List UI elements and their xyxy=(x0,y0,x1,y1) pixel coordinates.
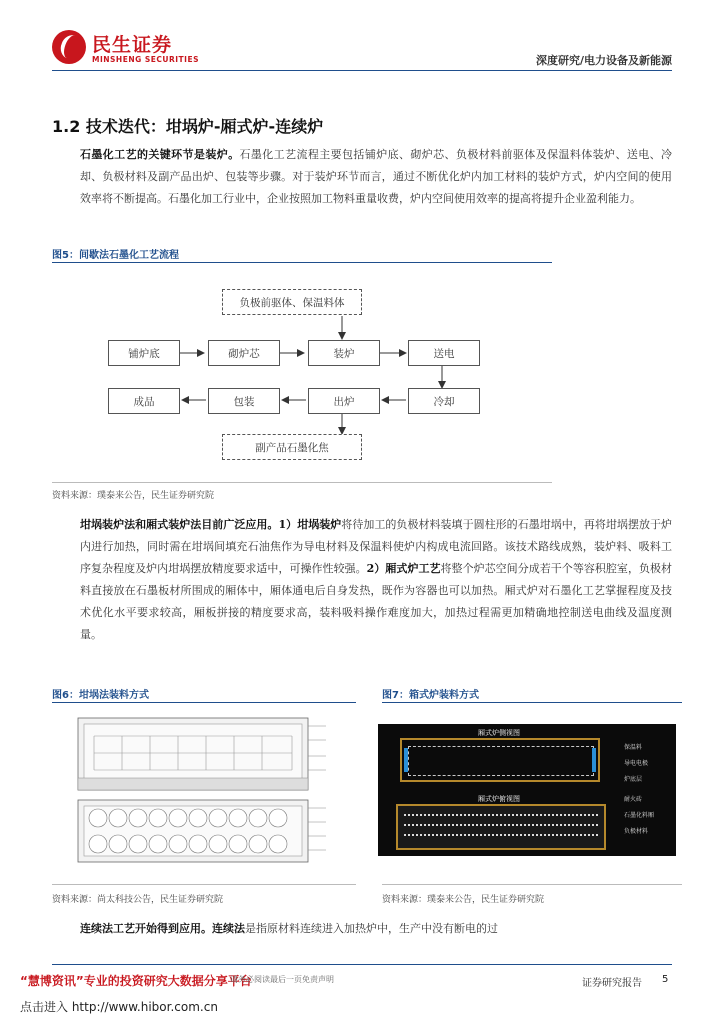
top-view-row xyxy=(404,814,598,817)
flow-box-byproduct: 副产品石墨化焦 xyxy=(222,434,362,460)
flow-box-cheng-pin: 成品 xyxy=(108,388,180,414)
flow-box-bao-zhuang: 包装 xyxy=(208,388,280,414)
paragraph-body: 是指原材料连续进入加热炉中，生产中没有断电的过 xyxy=(245,922,498,935)
box-furnace-diagram xyxy=(378,724,676,856)
header-divider xyxy=(52,70,672,71)
legend-item: 耐火砖 xyxy=(624,796,643,803)
legend-item: 负极材料 xyxy=(624,828,649,835)
footer-watermark-text: “慧博资讯”专业的投资研究大数据分享平台 xyxy=(20,974,252,988)
side-view-label: 厢式炉侧视图 xyxy=(478,729,520,737)
logo-english-text: MINSHENG SECURITIES xyxy=(92,55,199,64)
point-number: 2） xyxy=(366,562,386,575)
crucible-furnace-image xyxy=(56,712,352,870)
figure7-title: 图7：箱式炉装料方式 xyxy=(382,690,479,701)
figure5-source-line xyxy=(52,482,552,483)
paragraph-lead: 石墨化工艺的关键环节是装炉。 xyxy=(80,148,240,161)
footer-link[interactable]: 点击进入 http://www.hibor.com.cn xyxy=(20,1000,218,1014)
point-heading: 坩埚装炉 xyxy=(297,518,342,531)
figure6-title: 图6：坩埚法装料方式 xyxy=(52,690,149,701)
legend-bottom xyxy=(624,792,654,840)
paragraph-lead: 连续法工艺开始得到应用。 xyxy=(80,922,212,935)
page-number: 5 xyxy=(662,974,669,985)
flow-box-pu-lu-di: 铺炉底 xyxy=(108,340,180,366)
footer-disclaimer: 请务必阅读最后一页免责声明 xyxy=(230,975,334,984)
flow-box-zhuang-lu: 装炉 xyxy=(308,340,380,366)
legend-item: 导电电极 xyxy=(624,760,649,767)
term-heading: 连续法 xyxy=(212,922,245,935)
figure6-source-line xyxy=(52,884,356,885)
figure5-source: 资料来源：璞泰来公告，民生证券研究院 xyxy=(52,491,215,501)
electrode-left xyxy=(404,748,408,772)
top-view-shape xyxy=(396,804,606,850)
legend-top xyxy=(624,740,648,788)
figure5-title: 图5：间歇法石墨化工艺流程 xyxy=(52,250,179,261)
section-title: 1.2 技术迭代：坩埚炉-厢式炉-连续炉 xyxy=(52,117,324,136)
paragraph-graphitization-process xyxy=(80,144,672,210)
legend-item: 石墨化料厢 xyxy=(624,812,655,819)
point-number: 1） xyxy=(278,518,298,531)
minsheng-logo-icon xyxy=(52,30,86,64)
figure7-source: 资料来源：璞泰来公告，民生证券研究院 xyxy=(382,895,545,905)
point-text: 将整个炉芯空间分成若干个等容积腔室，负极材料直接放在石墨板材所围成的厢体中，厢体通电后自身发热，既作为容器也可以加热。厢式炉对石墨化工艺掌握程度及技术优化水平要求较高，厢板拼接的精度要求高，装料吸料操作难度加大，加热过程需更加精确地控制送电曲线及温度测量。 xyxy=(80,562,673,641)
flow-box-qi-lu-xin: 砌炉芯 xyxy=(208,340,280,366)
point-text: 将待加工的负极材料装填于圆柱形的石墨坩埚中，再将坩埚摆放于炉内进行加热，同时需在坩埚间填充石油焦作为导电材料及保温料使炉内构成电流回路。该技术路线成熟，装炉料、吸料工序复杂程度及炉内坩埚摆放精度要求适中，可操作性较强。 xyxy=(80,518,673,575)
logo-chinese-text: 民生证券 xyxy=(92,34,173,56)
figure7-title-line xyxy=(382,702,682,703)
flow-box-song-dian: 送电 xyxy=(408,340,480,366)
top-view-label: 厢式炉俯视图 xyxy=(478,795,520,803)
legend-item: 保温料 xyxy=(624,744,643,751)
top-view-row xyxy=(404,834,598,837)
figure6-source: 资料来源：尚太科技公告，民生证券研究院 xyxy=(52,895,224,905)
figure5-title-line xyxy=(52,262,552,263)
side-view-shape xyxy=(400,738,600,782)
electrode-right xyxy=(592,748,596,772)
point-heading: 厢式炉工艺 xyxy=(385,562,441,575)
paragraph-body: 石墨化工艺流程主要包括铺炉底、砌炉芯、负极材料前驱体及保温料体装炉、送电、冷却、负极材料及副产品出炉、包装等步骤。对于装炉环节而言，通过不断优化炉内加工材料的装炉方式，炉内空间的使用效率将不断提高。石墨化加工行业中，企业按照加工物料重量收费，炉内空间使用效率的提高将提升企业盈利能力。 xyxy=(80,148,673,205)
figure7-source-line xyxy=(382,884,682,885)
flow-box-precursor: 负极前驱体、保温料体 xyxy=(222,289,362,315)
paragraph-lead: 坩埚装炉法和厢式装炉法目前广泛应用。 xyxy=(80,518,279,531)
paragraph-continuous-method xyxy=(80,918,672,940)
side-view-chambers xyxy=(408,746,594,776)
flow-box-leng-que: 冷却 xyxy=(408,388,480,414)
legend-item: 炉底层 xyxy=(624,776,643,783)
footer-divider xyxy=(52,964,672,965)
paragraph-furnace-methods xyxy=(80,514,672,646)
top-view-row xyxy=(404,824,598,827)
report-category: 深度研究/电力设备及新能源 xyxy=(535,54,672,67)
figure6-title-line xyxy=(52,702,356,703)
footer-report-type: 证券研究报告 xyxy=(582,978,642,989)
flow-box-chu-lu: 出炉 xyxy=(308,388,380,414)
